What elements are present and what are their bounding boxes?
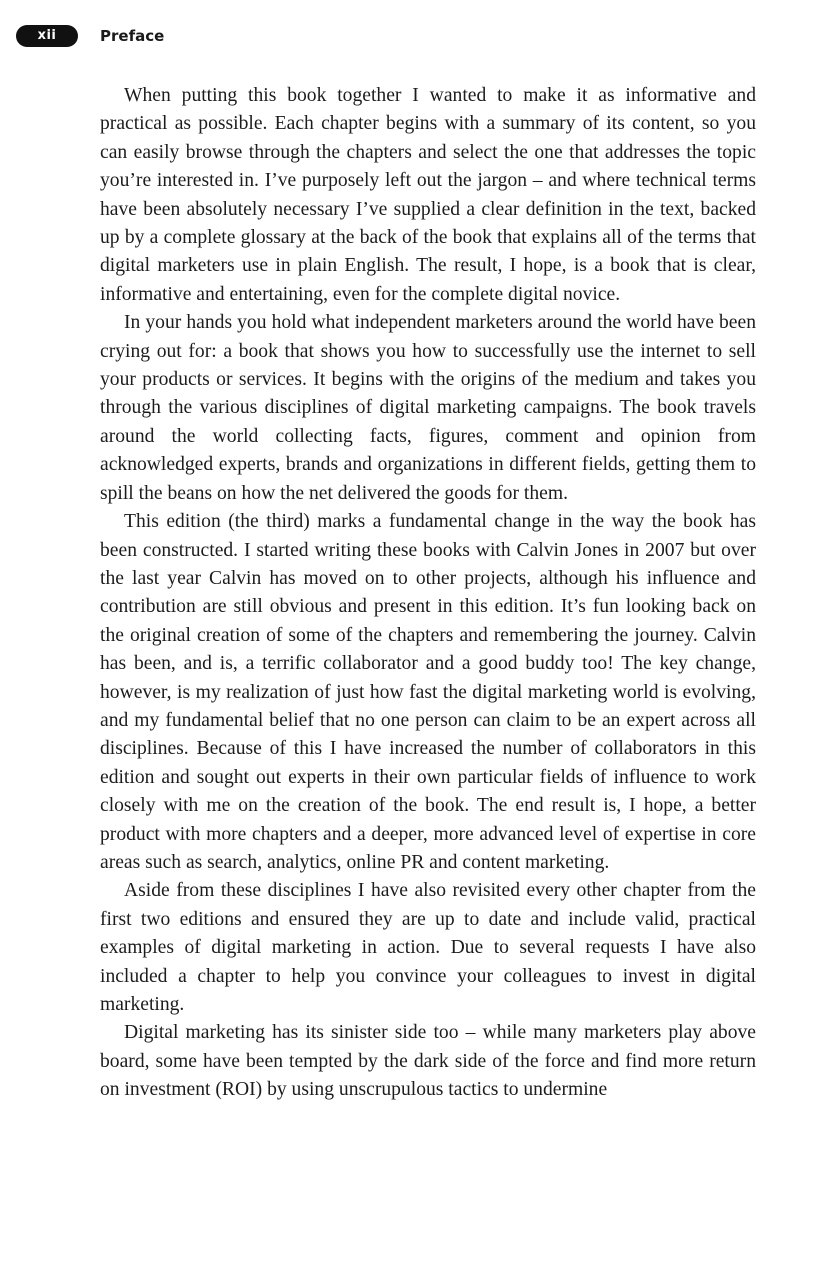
- paragraph: When putting this book together I wanted to make it as informative and practical as possible. Each chapter begins with a summary of its content, so you can easily browse through the chapters and select the one that addresses the topic you’re interested in. I’ve purposely left out the jargon – and where technical terms have been absolutely necessary I’ve supplied a clear definition in the text, backed up by a complete glossary at the back of the book that explains all of the terms that digital marketers use in plain English. The result, I hope, is a book that is clear, informative and entertaining, even for the complete digital novice.: [100, 85, 756, 305]
- paragraph: Aside from these disciplines I have also revisited every other chapter from the first two editions and ensured they are up to date and include valid, practical examples of digital marketing in action. Due to several requests I have also included a chapter to help you convince your colleagues to invest in digital marketing.: [100, 880, 756, 1015]
- body-text: [100, 82, 756, 1105]
- paragraph: In your hands you hold what independent marketers around the world have been crying out for: a book that shows you how to successfully use the internet to sell your products or services. It begins with the origins of the medium and takes you through the various disciplines of digital marketing campaigns. The book travels around the world collecting facts, figures, comment and opinion from acknowledged experts, brands and organizations in different fields, getting them to spill the beans on how the net delivered the goods for them.: [100, 312, 756, 504]
- running-head: Preface: [100, 27, 165, 45]
- paragraph: This edition (the third) marks a fundamental change in the way the book has been constructed. I started writing these books with Calvin Jones in 2007 but over the last year Calvin has moved on to other projects, although his influence and contribution are still obvious and present in this edition. It’s fun looking back on the original creation of some of the chapters and remembering the journey. Calvin has been, and is, a terrific collaborator and a good buddy too! The key change, however, is my realization of just how fast the digital marketing world is evolving, and my fundamental belief that no one person can claim to be an expert across all disciplines. Because of this I have increased the number of collaborators in this edition and sought out experts in their own particular fields of influence to work closely with me on the creation of the book. The end result is, I hope, a better product with more chapters and a deeper, more advanced level of expertise in core areas such as search, analytics, online PR and content marketing.: [100, 511, 756, 873]
- page-number-badge: xii: [16, 25, 78, 47]
- page-header: [0, 25, 838, 49]
- paragraph: Digital marketing has its sinister side too – while many marketers play above board, some have been tempted by the dark side of the force and find more return on investment (ROI) by using unscrupulous tactics to undermine: [100, 1022, 756, 1101]
